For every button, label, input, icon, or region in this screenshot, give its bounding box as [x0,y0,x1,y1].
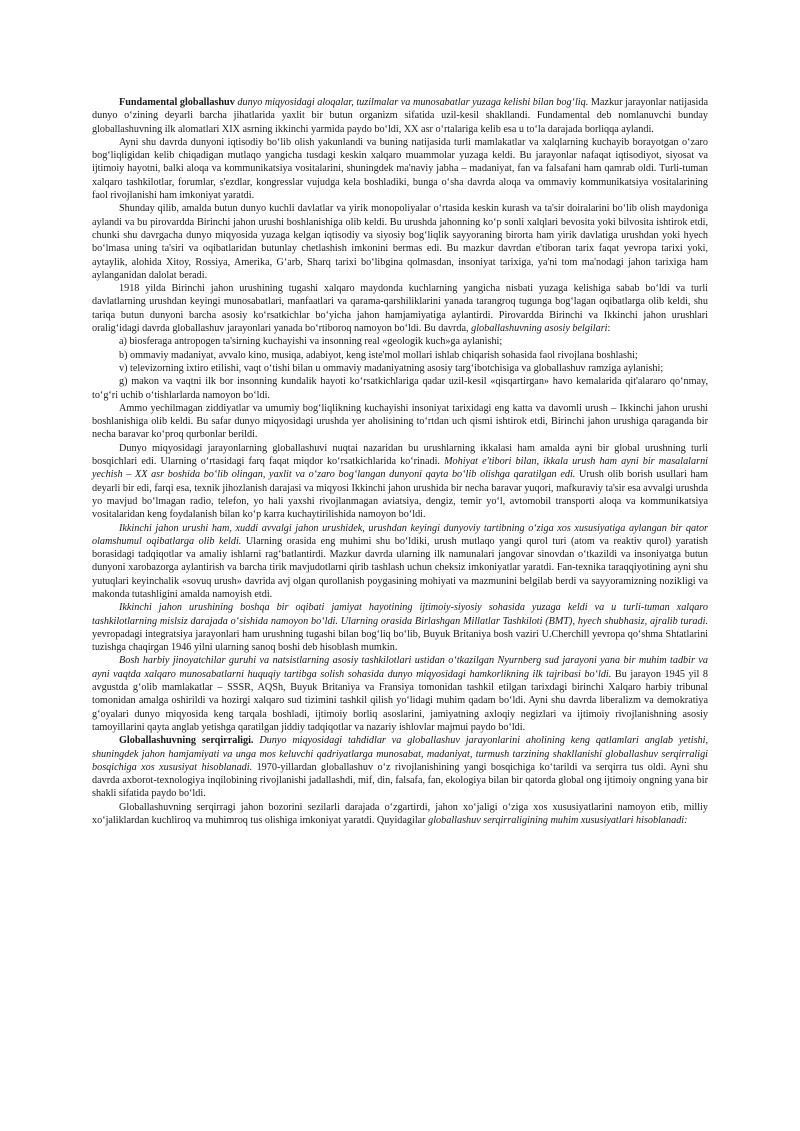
text-run: Shunday qilib, amalda butun dunyo kuchli davlatlar va yirik monopoliyalar o‘rtasida keskin kurash va ta'sir doiralarini bo‘lib olish maydoniga aylandi va bu pirovardda Birinchi jahon urushi boshlanishiga olib keldi. Bu urushda jahonning ko‘p sonli xalqlari bevosita yoki bilvosita ishtirok etdi, chunki shu davrgacha dunyo miqyosida yuzaga kelgan iqtisodiy va siyosiy bog‘liqlik sayyoraning birorta ham yirik davlatiga urushdan yoki hyech bo‘lmasa uning ta'siri va oqibatlaridan butunlay chetlashish imkonini bermas edi. Bu mazkur davrdan e'tiboran tarix faqat yevropa tarixi yoki, aytaylik, alohida Xitoy, Rossiya, Amerika, G‘arb, Sharq tarixi bo‘libgina qolmasdan, insoniyat tarixiga, ya'ni tom ma'nodagi jahon tarixiga ham aylanganidan dalolat beradi. [92,203,708,281]
list-item [92,349,708,362]
text-run: b) ommaviy madaniyat, avvalo kino, musiqa, adabiyot, keng iste'mol mollari ishlab chiqarish sohasida faol rivojlana boshlashi; [119,349,638,361]
text-run: Ularning orasida eng muhimi shu bo‘ldiki, urush mutlaqo yangi qurol turi (atom va reaktiv qurol) yaratish borasidagi tadqiqotlar va amaliy ishlarni rag‘batlantirdi. Mazkur davrda ularning ilk namunalari jangovar sinovdan o‘tkazildi va insoniyatga butun dunyoni xarobazorga aylantirish va barcha tirik mavjudotlarni qirib tashlash uchun cheksiz imkoniyatlar yaratdi. Fan-texnika taraqqiyotining ayni shu yutuqlari keyinchalik «sovuq urush» davrida avj olgan qurollanish poygasining mohiyati va mazmunini belgilab berdi va sayyoramizning nozikligi va makonda tutashligini amalda namoyish etdi. [92,535,708,600]
text-run: globallashuv serqirraligining muhim xususiyatlari hisoblanadi: [428,815,688,827]
list-item [92,375,708,402]
paragraph [92,522,708,602]
text-run: Ayni shu davrda dunyoni iqtisodiy bo‘lib olish yakunlandi va buning natijasida turli mamlakatlar va xalqlarning kuchayib borayotgan o‘zaro bog‘liqligidan kelib chiqadigan mutlaqo yangicha tusdagi keskin xalqaro muammolar yuzaga keldi. Bu jarayonlar nafaqat iqtisodiyot, siyosat va ijtimoiy hayotni, balki aloqa va kommunikatsiya vositalarini, shuningdek ma'naviy jabha – madaniyat, fan va falsafani ham qamrab oldi. Turli-tuman xalqaro tashkilotlar, forumlar, s'ezdlar, kongresslar vujudga kela boshladiki, bunga o‘sha davrda aloqa va ommaviy kommunikatsiya vositalarining faol rivojlanishi ham imkoniyat yaratdi. [92,136,708,202]
text-run: Ammo yechilmagan ziddiyatlar va umumiy bog‘liqlikning kuchayishi insoniyat tarixidagi eng katta va davomli urush – Ikkinchi jahon urushi boshlanishiga olib keldi. Bu safar dunyo miqyosidagi urushda yer aholisining to‘rtdan uch qismi ishtirok etdi, Birinchi jahon urushiga qaraganda bir necha baravar ko‘proq qurbonlar berildi. [92,402,708,441]
paragraph [92,136,708,202]
text-run: Mohiyat e'tibori bilan, ikkala urush ham ayni bir masalalarni yechish – XX asr boshida bo‘lib olingan, yaxlit va o‘zaro bog‘langan dunyoni qayta bo‘lib olishga qaratilgan edi. [92,456,708,481]
text-run: yevropadagi integratsiya jarayonlari ham urushning tugashi bilan bog‘liq bo‘lib, Buyuk Britaniya bosh vaziri U.Cherchill yevropa qo‘shma Shtatlarini tuzishga chaqirgan 1946 yilni ularning sanoq boshi deb hisoblash mumkin. [92,628,708,654]
text-run: Bu jarayon 1945 yil 8 avgustda g‘olib mamlakatlar – SSSR, AQSh, Buyuk Britaniya va Fransiya tomonidan tashkil etilgan tarixdagi birinchi Xalqaro harbiy tribunal tomonidan amalga oshirildi va hozirgi xalqaro sud tizimini tashkil qilish yo‘lidagi muhim qadam bo‘ldi. Ayni shu davrda liberalizm va demokratiya g‘oyalari dunyo miqyosida keng tarqala boshladi, ijtimoiy borliq asoslarini, jamiyatning axloqiy negizlari va ijtimoiy rivojlanishning asosiy tamoyillarini qayta anglab yetishga qaratilgan jiddiy tadqiqotlar va nazariy ishlovlar majmui paydo bo‘ldi. [92,668,708,733]
paragraph [92,801,708,828]
paragraph [92,402,708,442]
text-run: : [607,323,611,335]
list-item [92,335,708,348]
text-run: Bosh harbiy jinoyatchilar guruhi va natsistlarning asosiy tashkilotlari ustidan o‘tkazilgan Nyurnberg sud jarayoni yana bir muhim tadbir va ayni vaqtda xalqaro munosabatlarni huquqiy tartibga solish sohasida dunyo miqyosidagi hamkorlikning ilk tajribasi bo‘ldi. [92,655,708,680]
text-run: Dunyo miqyosidagi tahdidlar va globallashuv jarayonlarini aholining keng qatlamlari anglab yetishi, shuningdek jahon hamjamiyati va unga mos keluvchi qadriyatlarga munosabat, madaniyat, turmush tarzining shakllanishi globallashuv serqirraligi bosqichiga xos xususiyat hisoblanadi. [92,735,709,773]
text-run: Fundamental globallashuv [119,97,235,108]
text-run: Urush olib borish usullari ham deyarli bir edi, farqi esa, texnik jihozlanish darajasi va miqyosi Ikkinchi jahon urushida bir necha baravar yuqori, mafkuraviy ta'sir esa avvalgi urushda yo mavjud bo‘lmagan radio, telefon, yo hali yaxshi rivojlanmagan aviatsiya, dengiz, temir yo‘l, avtomobil transporti aloqa va kommunikatsiya vositalaridan keng foydalanish bilan ko‘p karra kuchaytirilishida namoyon bo‘ldi. [92,469,708,521]
text-run: a) biosferaga antropogen ta'sirning kuchayishi va insonning real «geologik kuch»ga aylanishi; [119,336,503,348]
text-run: dunyo miqyosidagi aloqalar, tuzilmalar va munosabatlar yuzaga kelishi bilan bog‘liq. [237,97,589,108]
paragraph [92,654,708,734]
text-run: 1970-yillardan globallashuv o‘z rivojlanishining yangi bosqichiga ko‘tarildi va serqirra tus oldi. Ayni shu davrda axborot-texnologiya inqilobining rivojlanishi jadallashdi, mif, din, falsafa, fan, ekologiya bilan bir qatorda global ong ijtimoiy ongning yana bir shakli sifatida paydo bo‘ldi. [92,761,708,800]
paragraph [92,96,708,136]
paragraph [92,202,708,282]
text-run: Ikkinchi jahon urushining boshqa bir oqibati jamiyat hayotining ijtimoiy-siyosiy sohasida yuzaga keldi va u turli-tuman xalqaro tashkilotlarning mislsiz darajada o‘sishida namoyon bo‘ldi. Ularning orasida Birlashgan Millatlar Tashkiloti (BMT), hyech shubhasiz, ajralib turadi. [92,602,708,627]
text-run: Dunyo miqyosidagi jarayonlarning globallashuvi nuqtai nazaridan bu urushlarning ikkalasi ham amalda ayni bir global urushning turli bosqichlari edi. Ularning o‘rtasidagi farq faqat miqdor ko‘rsatkichlarida ko‘rinadi. [92,442,708,468]
section-heading: Globallashuvning serqirraligi. [119,735,254,747]
text-run: Ikkinchi jahon urushi ham, xuddi avvalgi jahon urushidek, urushdan keyingi dunyoviy tartibning o‘ziga xos xususiyatiga aylangan bir qator olamshumul oqibatlarga olib keldi. [92,522,708,547]
text-run: Mazkur jarayonlar natijasida dunyo o‘zining deyarli barcha jihatlarida yaxlit bir butun organizm sifatida uzil-kesil shakllandi. Fundamental deb nomlanuvchi bunday globallashuvning ilk alomatlari XIX asrning ikkinchi yarmida paydo bo‘ldi, XX asr o‘rtalariga kelib esa u to‘la darajada borliqqa aylandi. [92,97,709,135]
text-run: Globallashuvning serqirragi jahon bozorini sezilarli darajada o‘zgartirdi, jahon xo‘jaligi o‘ziga xos xususiyatlarini namoyon etib, milliy xo‘jaliklardan kuchliroq va muhimroq tus olishiga imkoniyat yaratdi. Quyidagilar [92,801,708,827]
list-item [92,362,708,375]
text-run: g) makon va vaqtni ilk bor insonning kundalik hayoti ko‘rsatkichlariga qadar uzil-kesil «qisqartirgan» havo kemalarida qit'alararo qo‘nmay, to‘g‘ri uchib o‘tishlarlarda namoyon bo‘ldi. [92,376,708,401]
paragraph [92,282,708,335]
paragraph [92,442,708,522]
text-run: 1918 yilda Birinchi jahon urushining tugashi xalqaro maydonda kuchlarning yangicha nisbati yuzaga kelishiga sabab bo‘ldi va turli davlatlarning urushdan keyingi munosabatlari, manfaatlari va qarama-qarshiliklarini yanada tarangroq tugunga bog‘lagan oqibatlarga olib keldi, shu tariqa butun dunyoni barcha asosiy ko‘rsatkichlar bo‘yicha jahon hamjamiyatiga aylantirdi. Pirovardda Birinchi va Ikkinchi jahon urushlari oralig‘idagi davrda globallashuv jarayonlari yanada bo‘rtiboroq namoyon bo‘ldi. Bu davrda, [92,283,708,335]
paragraph [92,601,708,654]
text-run: v) televizorning ixtiro etilishi, vaqt o‘tishi bilan u ommaviy madaniyatning asosiy targ‘ibotchisiga va globallashuv ramziga aylanishi; [119,362,664,374]
text-run: globallashuvning asosiy belgilari [471,323,608,335]
paragraph [92,734,708,800]
document-page [92,96,708,827]
